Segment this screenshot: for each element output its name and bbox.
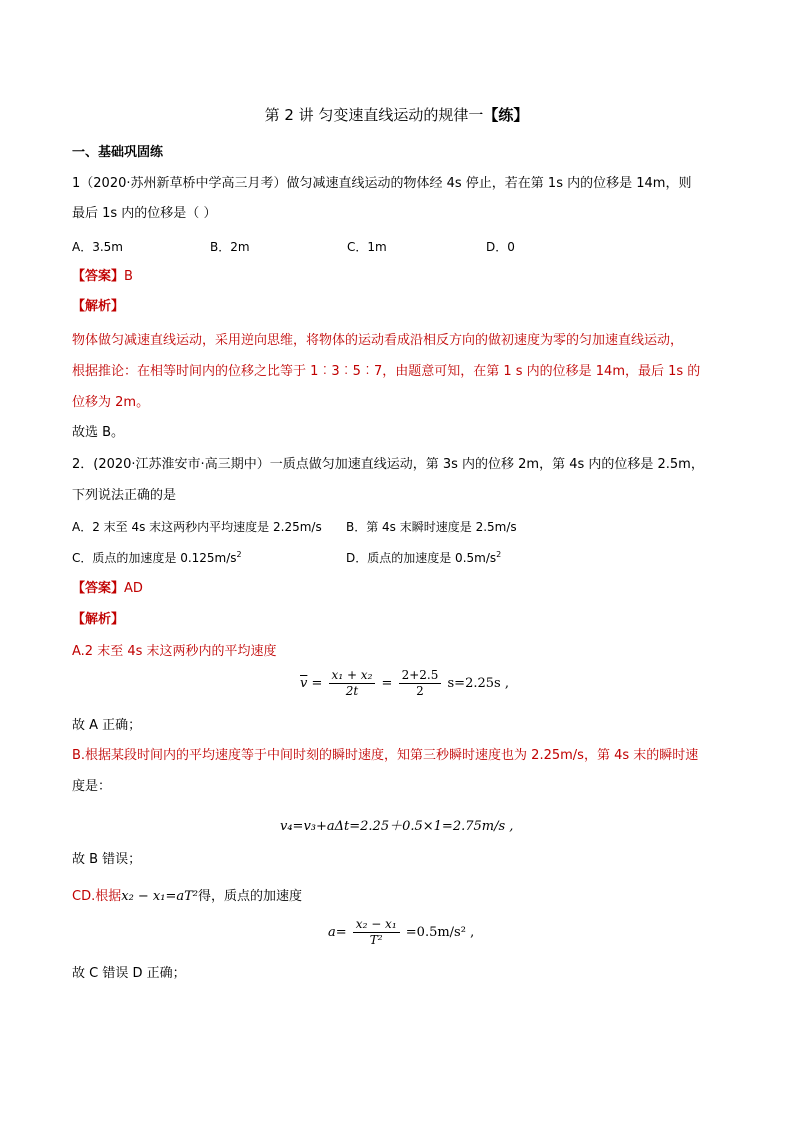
q2-cd-result: 故 C 错误 D 正确； — [72, 966, 186, 981]
f1-num2: 2+2.5 — [399, 668, 442, 684]
q2-stem-line1: 2．(2020·江苏淮安市·高三期中）一质点做匀加速直线运动，第 3s 内的位移 2m，第 4s 内的位移是 2.5m， — [72, 457, 704, 472]
q1-analysis-line1: 物体做匀减速直线运动，采用逆向思维，将物体的运动看成沿相反方向的做初速度为零的匀加速直线运动， — [72, 333, 684, 348]
f1-den2: 2 — [416, 684, 424, 698]
cd-pre: CD.根据 — [72, 889, 122, 904]
f1-lhs: $\overline{v}$ — [300, 676, 308, 691]
f3-den: T² — [369, 933, 383, 947]
q2-stem-line2: 下列说法正确的是 — [72, 488, 177, 503]
f3-num: x₂ − x₁ — [355, 917, 397, 931]
q1-answer — [72, 268, 133, 286]
q2-option-d-sup: 2 — [496, 550, 502, 559]
f3-frac — [353, 917, 400, 948]
q2-analysis-label: 【解析】 — [72, 612, 125, 627]
q2-option-c — [72, 549, 242, 566]
q2-option-d-text: D．质点的加速度是 0.5m/s — [346, 551, 497, 565]
title-main: 第 2 讲 匀变速直线运动的规律一 — [264, 106, 484, 124]
f1-rest: s=2.25s , — [447, 676, 509, 691]
formula-average-velocity — [300, 668, 509, 699]
q2-a-result: 故 A 正确； — [72, 718, 142, 733]
q2-b-result: 故 B 错误； — [72, 852, 142, 867]
f1-eq: = — [311, 676, 323, 691]
f1-num1: x₁ + x₂ — [331, 668, 373, 682]
q1-answer-value: B — [124, 269, 133, 284]
f1-eq2: = — [381, 676, 393, 691]
formula-instant-velocity — [280, 815, 513, 834]
q1-conclusion: 故选 B。 — [72, 425, 125, 440]
q2-a-line: A.2 末至 4s 末这两秒内的平均速度 — [72, 644, 277, 659]
q1-answer-label: 【答案】 — [72, 269, 125, 284]
q2-option-b: B．第 4s 末瞬时速度是 2.5m/s — [346, 520, 517, 534]
q2-option-a: A．2 末至 4s 末这两秒内平均速度是 2.25m/s — [72, 520, 322, 534]
q2-cd-line — [72, 888, 302, 906]
f2-text: v₄=v₃+aΔt=2.25＋0.5×1=2.75m/s , — [280, 819, 514, 834]
page-title — [0, 104, 793, 125]
q1-analysis-line2: 根据推论：在相等时间内的位移之比等于 1︰3︰5︰7，由题意可知，在第 1 s 内的位移是 14m，最后 1s 的 — [72, 364, 701, 379]
f3-rest: =0.5m/s² , — [405, 925, 475, 940]
q1-stem-line1: 1（2020·苏州新草桥中学高三月考）做匀减速直线运动的物体经 4s 停止，若在第 1s 内的位移是 14m，则 — [72, 176, 692, 191]
q1-analysis-line3: 位移为 2m。 — [72, 395, 150, 410]
q1-option-d: D．0 — [486, 240, 515, 254]
q2-answer-value: AD — [124, 581, 143, 596]
section-heading: 一、基础巩固练 — [72, 145, 164, 160]
q1-analysis-label: 【解析】 — [72, 299, 125, 314]
title-bracket: 【练】 — [483, 106, 529, 124]
q2-answer-label: 【答案】 — [72, 581, 125, 596]
cd-post: 得，质点的加速度 — [198, 889, 303, 904]
q1-stem-line2: 最后 1s 内的位移是（ ） — [72, 206, 217, 221]
q2-option-d — [346, 549, 501, 566]
q2-option-c-sup: 2 — [236, 550, 242, 559]
q2-b-line1: B.根据某段时间内的平均速度等于中间时刻的瞬时速度，知第三秒瞬时速度也为 2.25m/s，第 4s 末的瞬时速 — [72, 748, 699, 763]
q2-answer — [72, 580, 143, 598]
formula-acceleration — [328, 917, 474, 948]
q1-option-b: B．2m — [210, 240, 250, 254]
f1-frac2 — [399, 668, 442, 699]
q2-option-c-text: C．质点的加速度是 0.125m/s — [72, 551, 237, 565]
cd-formula: x₂ − x₁=aT² — [121, 889, 199, 904]
q1-option-a: A．3.5m — [72, 240, 123, 254]
q2-b-line2: 度是： — [72, 779, 112, 794]
f1-den1: 2t — [345, 684, 359, 698]
q1-option-c: C．1m — [347, 240, 387, 254]
f3-lhs: a= — [328, 925, 347, 940]
f1-frac1 — [329, 668, 376, 699]
